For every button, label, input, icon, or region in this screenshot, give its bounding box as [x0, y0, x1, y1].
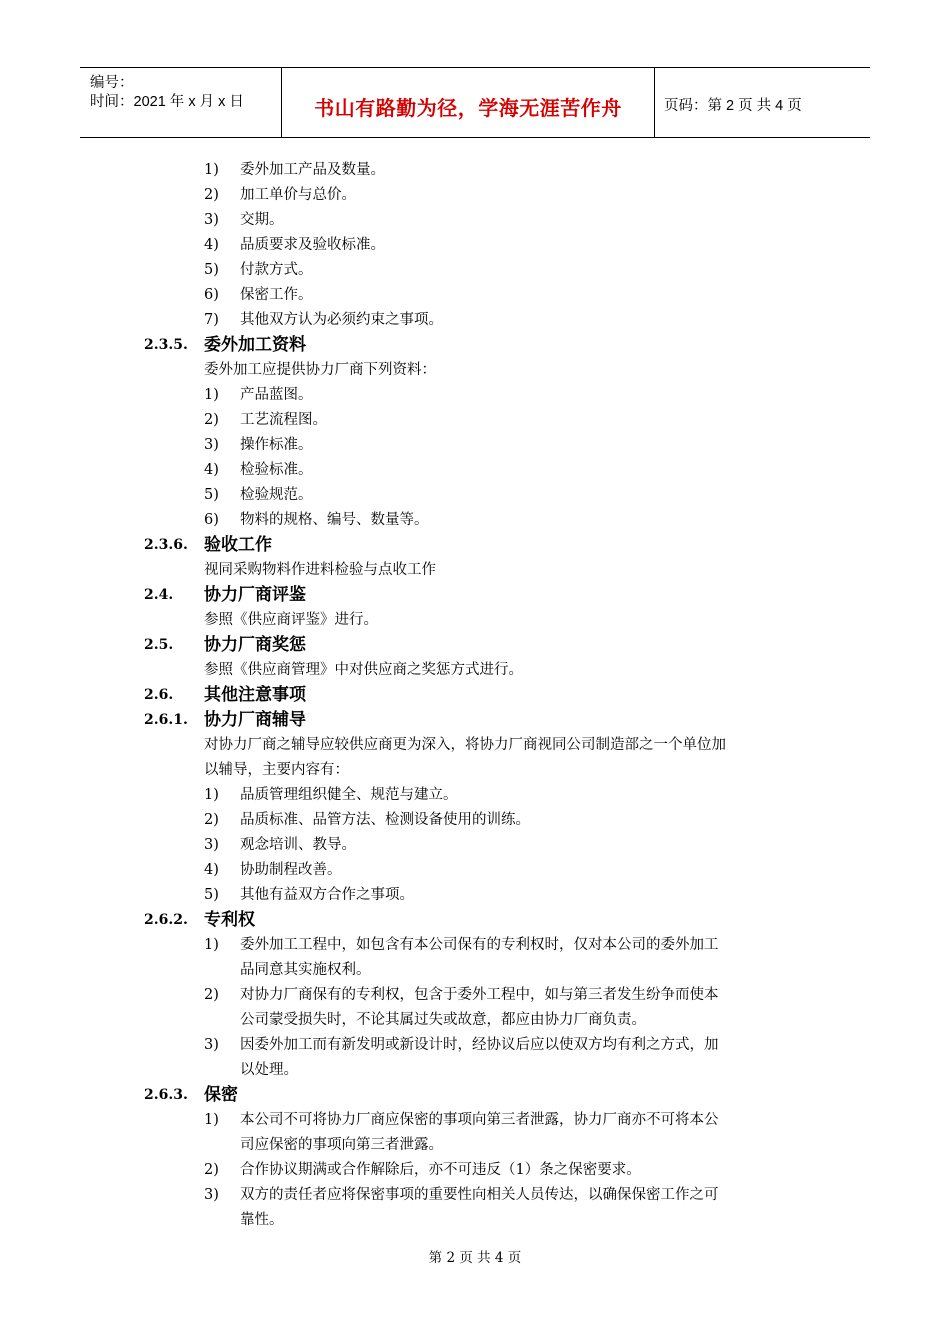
list-item-text: 品同意其实施权利。: [240, 962, 371, 978]
paragraph: [0, 358, 950, 383]
list-item-text: 品质管理组织健全、规范与建立。: [240, 787, 458, 803]
list-item: [0, 233, 950, 258]
section-number: 2.5.: [144, 637, 174, 653]
list-item-text: 公司蒙受损失时，不论其属过失或故意，都应由协力厂商负责。: [240, 1012, 646, 1028]
list-item-number: 1): [204, 1112, 219, 1128]
section-number: 2.6.2.: [144, 912, 188, 928]
document-body: [0, 158, 950, 1233]
list-item: [0, 1133, 950, 1158]
paragraph: [0, 733, 950, 758]
list-item: [0, 933, 950, 958]
section-number: 2.3.5.: [144, 337, 188, 353]
section-title: 协力厂商评鉴: [204, 585, 306, 605]
list-item-number: 4): [204, 862, 219, 878]
list-item-number: 3): [204, 212, 219, 228]
page-header: [80, 67, 870, 138]
paragraph: [0, 658, 950, 683]
paragraph-text: 委外加工应提供协力厂商下列资料：: [204, 362, 436, 378]
list-item-number: 3): [204, 1037, 219, 1053]
header-page-number: 页码：第 2 页 共 4 页: [664, 98, 802, 114]
list-item-text: 因委外加工而有新发明或新设计时，经协议后应以使双方均有利之方式，加: [240, 1037, 719, 1053]
list-item: [0, 783, 950, 808]
list-item-number: 6): [204, 287, 219, 303]
list-item-number: 2): [204, 812, 219, 828]
header-page-cell: [654, 68, 870, 137]
list-item: [0, 1058, 950, 1083]
paragraph: [0, 758, 950, 783]
section-title: 保密: [204, 1085, 238, 1105]
list-item-number: 4): [204, 462, 219, 478]
section-number: 2.3.6.: [144, 537, 188, 553]
list-item: [0, 808, 950, 833]
list-item: [0, 433, 950, 458]
section-heading: [0, 333, 950, 358]
document-number-label: 编号：: [90, 75, 134, 91]
list-item: [0, 1033, 950, 1058]
list-item: [0, 383, 950, 408]
section-title: 验收工作: [204, 535, 272, 555]
list-item-text: 合作协议期满或合作解除后，亦不可违反（1）条之保密要求。: [240, 1162, 641, 1178]
section-number: 2.4.: [144, 587, 174, 603]
list-item: [0, 883, 950, 908]
list-item: [0, 1208, 950, 1233]
section-number: 2.6.1.: [144, 712, 188, 728]
list-item-text: 其他双方认为必须约束之事项。: [240, 312, 443, 328]
list-item: [0, 408, 950, 433]
list-item: [0, 283, 950, 308]
list-item-number: 2): [204, 412, 219, 428]
list-item-text: 品质要求及验收标准。: [240, 237, 385, 253]
section-title: 协力厂商奖惩: [204, 635, 306, 655]
header-motto-cell: [281, 68, 655, 137]
document-time-label: 时间：2021 年 x 月 x 日: [90, 94, 244, 110]
section-heading: [0, 533, 950, 558]
list-item-text: 品质标准、品管方法、检测设备使用的训练。: [240, 812, 530, 828]
section-title: 协力厂商辅导: [204, 710, 306, 730]
list-item-text: 交期。: [240, 212, 284, 228]
section-heading: [0, 1083, 950, 1108]
list-item-number: 7): [204, 312, 219, 328]
paragraph-text: 对协力厂商之辅导应较供应商更为深入，将协力厂商视同公司制造部之一个单位加: [204, 737, 726, 753]
list-item-text: 其他有益双方合作之事项。: [240, 887, 414, 903]
list-item-text: 加工单价与总价。: [240, 187, 356, 203]
section-number: 2.6.: [144, 687, 174, 703]
paragraph: [0, 608, 950, 633]
list-item-number: 1): [204, 787, 219, 803]
list-item: [0, 458, 950, 483]
paragraph: [0, 558, 950, 583]
list-item-text: 操作标准。: [240, 437, 313, 453]
list-item-text: 保密工作。: [240, 287, 313, 303]
section-heading: [0, 908, 950, 933]
list-item-text: 检验标准。: [240, 462, 313, 478]
list-item: [0, 858, 950, 883]
list-item-number: 2): [204, 187, 219, 203]
section-title: 其他注意事项: [204, 685, 306, 705]
list-item-number: 2): [204, 1162, 219, 1178]
paragraph-text: 视同采购物料作进料检验与点收工作: [204, 562, 436, 578]
list-item: [0, 508, 950, 533]
list-item-text: 双方的责任者应将保密事项的重要性向相关人员传达，以确保保密工作之可: [240, 1187, 719, 1203]
list-item-text: 协助制程改善。: [240, 862, 342, 878]
list-item: [0, 1108, 950, 1133]
list-item-number: 2): [204, 987, 219, 1003]
list-item-number: 3): [204, 837, 219, 853]
list-item-number: 3): [204, 437, 219, 453]
header-motto: 书山有路勤为径，学海无涯苦作舟: [314, 96, 622, 120]
section-heading: [0, 583, 950, 608]
list-item-number: 5): [204, 487, 219, 503]
list-item-text: 产品蓝图。: [240, 387, 313, 403]
list-item: [0, 483, 950, 508]
list-item: [0, 158, 950, 183]
list-item-number: 5): [204, 262, 219, 278]
section-title: 专利权: [204, 910, 255, 930]
list-item: [0, 1158, 950, 1183]
list-item-text: 检验规范。: [240, 487, 313, 503]
paragraph-text: 参照《供应商评鉴》进行。: [204, 612, 378, 628]
list-item-number: 1): [204, 387, 219, 403]
paragraph-text: 参照《供应商管理》中对供应商之奖惩方式进行。: [204, 662, 523, 678]
list-item-number: 3): [204, 1187, 219, 1203]
list-item-number: 6): [204, 512, 219, 528]
list-item-number: 4): [204, 237, 219, 253]
list-item-number: 1): [204, 937, 219, 953]
list-item: [0, 983, 950, 1008]
list-item: [0, 833, 950, 858]
list-item-text: 以处理。: [240, 1062, 298, 1078]
list-item-text: 本公司不可将协力厂商应保密的事项向第三者泄露，协力厂商亦不可将本公: [240, 1112, 719, 1128]
list-item-text: 靠性。: [240, 1212, 284, 1228]
list-item: [0, 308, 950, 333]
list-item-text: 委外加工产品及数量。: [240, 162, 385, 178]
list-item-text: 物料的规格、编号、数量等。: [240, 512, 429, 528]
header-info-cell: [80, 68, 280, 137]
section-heading: [0, 708, 950, 733]
list-item-text: 付款方式。: [240, 262, 313, 278]
list-item-text: 司应保密的事项向第三者泄露。: [240, 1137, 443, 1153]
list-item: [0, 183, 950, 208]
list-item: [0, 1183, 950, 1208]
list-item-text: 对协力厂商保有的专利权，包含于委外工程中，如与第三者发生纷争而使本: [240, 987, 719, 1003]
list-item-text: 委外加工工程中，如包含有本公司保有的专利权时，仅对本公司的委外加工: [240, 937, 719, 953]
list-item: [0, 958, 950, 983]
paragraph-text: 以辅导，主要内容有：: [204, 762, 349, 778]
section-title: 委外加工资料: [204, 335, 306, 355]
section-heading: [0, 683, 950, 708]
list-item: [0, 258, 950, 283]
section-heading: [0, 633, 950, 658]
list-item-number: 5): [204, 887, 219, 903]
section-number: 2.6.3.: [144, 1087, 188, 1103]
list-item-text: 观念培训、教导。: [240, 837, 356, 853]
list-item-number: 1): [204, 162, 219, 178]
list-item: [0, 208, 950, 233]
list-item-text: 工艺流程图。: [240, 412, 327, 428]
list-item: [0, 1008, 950, 1033]
page-footer: 第 2 页 共 4 页: [428, 1250, 522, 1266]
